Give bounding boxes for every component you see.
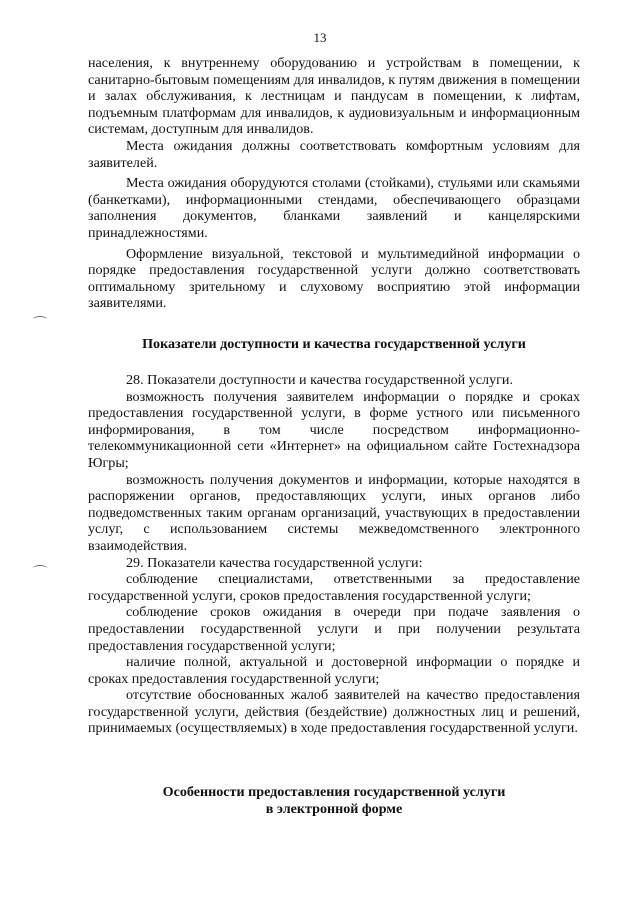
paragraph: 29. Показатели качества государственной услуги:	[126, 554, 423, 571]
paragraph: Места ожидания должны соответствовать комфортным условиям для заявителей.	[88, 137, 580, 171]
section-heading-line-2: в электронной форме	[265, 801, 403, 817]
paragraph: населения, к внутреннему оборудованию и устройствам в помещении, к санитарно-бытовым помещениям для инвалидов, к путям движения в помещении и залах обслуживания, к лестницам и пандусам в помещении, к лифтам, подъемным платформам для инвалидов, к аудиовизуальным и информационным системам, доступным для инвалидов.	[88, 55, 580, 138]
section-heading: Показатели доступности и качества государственной услуги	[142, 336, 526, 352]
paragraph: 28. Показатели доступности и качества государственной услуги.	[126, 372, 513, 388]
paragraph: соблюдение сроков ожидания в очереди при подаче заявления о предоставлении государственной услуги и при получении результата предоставления государственной услуги;	[88, 604, 580, 654]
paragraph: отсутствие обоснованных жалоб заявителей на качество предоставления государственной услуги, действия (бездействие) должностных лиц и решений, принимаемых (осуществляемых) в ходе предоставления государственной услуги.	[88, 687, 580, 737]
margin-mark	[33, 565, 47, 572]
paragraph: возможность получения документов и информации, которые находятся в распоряжении органов, предоставляющих услуги, иных органов либо подведомственных таким органам организаций, участвующих в предоставлении услуг, с использованием системы межведомственного электронного взаимодействия.	[88, 471, 580, 554]
paragraph: наличие полной, актуальной и достоверной информации о порядке и сроках предоставления государственной услуги;	[88, 654, 580, 687]
paragraph: Места ожидания оборудуются столами (стойками), стульями или скамьями (банкетками), информационными стендами, обеспечивающего образцами заполнения документов, бланками заявлений и канцелярскими принадлежностями.	[88, 175, 580, 241]
paragraph: возможность получения заявителем информации о порядке и сроках предоставления государственной услуги, в форме устного или письменного информирования, в том числе посредством информационно-телекоммуникационной сети «Интернет» на официальном сайте Гостехнадзора Югры;	[88, 388, 580, 471]
paragraph: соблюдение специалистами, ответственными за предоставление государственной услуги, сроков предоставления государственной услуги;	[88, 571, 580, 604]
paragraph: Оформление визуальной, текстовой и мультимедийной информации о порядке предоставления государственной услуги должно соответствовать оптимальному зрительному и слуховому восприятию этой информации заявителями.	[88, 245, 580, 312]
body-text-middle	[88, 372, 580, 737]
margin-mark	[33, 316, 47, 323]
body-text-top	[88, 55, 580, 312]
page-number: 13	[313, 30, 327, 45]
section-heading-line-1: Особенности предоставления государственной услуги	[162, 784, 506, 800]
